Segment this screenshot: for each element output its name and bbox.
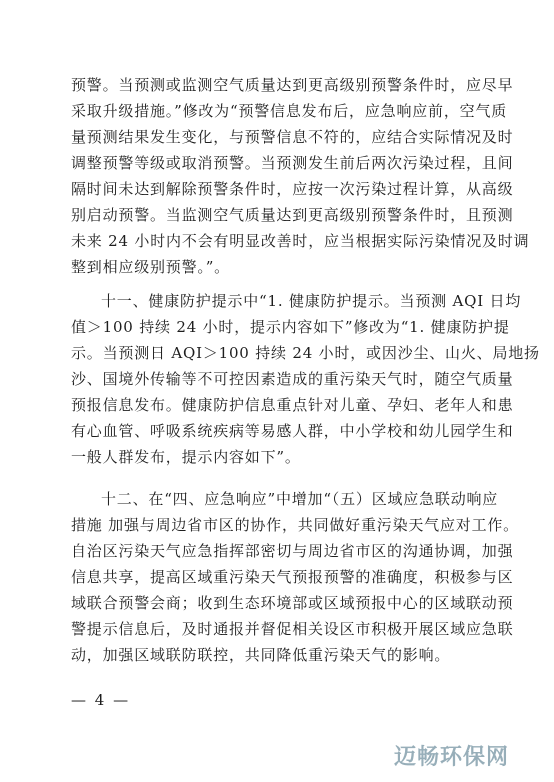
text-line: 动，加强区域联防联控，共同降低重污染天气的影响。 bbox=[71, 646, 451, 664]
text-line: 值＞100 持续 24 小时，提示内容如下”修改为“1. 健康防护提 bbox=[71, 318, 510, 336]
text-line: 量预测结果发生变化，与预警信息不符的，应结合实际情况及时 bbox=[71, 128, 514, 146]
text-line: 十一、健康防护提示中“1. 健康防护提示。当预测 AQI 日均 bbox=[101, 292, 522, 310]
text-line: 示。当预测日 AQI＞100 持续 24 小时，或因沙尘、山火、局地扬 bbox=[71, 344, 540, 362]
text-line: 十二、在“四、应急响应”中增加“（五）区域应急联动响应 bbox=[101, 490, 499, 508]
text-line: 整到相应级别预警。”。 bbox=[71, 258, 230, 276]
text-line: 域联合预警会商；收到生态环境部或区域预报中心的区域联动预 bbox=[71, 594, 514, 612]
text-line: 采取升级措施。”修改为“预警信息发布后，应急响应前，空气质 bbox=[71, 102, 508, 120]
text-line: 沙、国境外传输等不可控因素造成的重污染天气时，随空气质量 bbox=[71, 370, 514, 388]
text-line: 别启动预警。当监测空气质量达到更高级别预警条件时，且预测 bbox=[71, 206, 514, 224]
text-line: 警提示信息后，及时通报并督促相关设区市积极开展区域应急联 bbox=[71, 620, 514, 638]
text-line: 有心血管、呼吸系统疾病等易感人群，中小学校和幼儿园学生和 bbox=[71, 422, 514, 440]
text-line: 措施 加强与周边省市区的协作，共同做好重污染天气应对工作。 bbox=[71, 516, 519, 534]
text-line: 自治区污染天气应急指挥部密切与周边省市区的沟通协调，加强 bbox=[71, 542, 514, 560]
text-line: 信息共享，提高区域重污染天气预报预警的准确度，积极参与区 bbox=[71, 568, 514, 586]
watermark-logo: 迈畅环保网 bbox=[394, 745, 510, 770]
text-line: 预警。当预测或监测空气质量达到更高级别预警条件时，应尽早 bbox=[71, 76, 514, 94]
text-line: 未来 24 小时内不会有明显改善时，应当根据实际污染情况及时调 bbox=[71, 232, 530, 250]
text-line: 预报信息发布。健康防护信息重点针对儿童、孕妇、老年人和患 bbox=[71, 396, 514, 414]
text-line: 调整预警等级或取消预警。当预测发生前后两次污染过程，且间 bbox=[71, 154, 514, 172]
text-line: 隔时间未达到解除预警条件时，应按一次污染过程计算，从高级 bbox=[71, 180, 514, 198]
page-number: — 4 — bbox=[71, 691, 131, 709]
text-line: 一般人群发布，提示内容如下”。 bbox=[71, 448, 301, 466]
